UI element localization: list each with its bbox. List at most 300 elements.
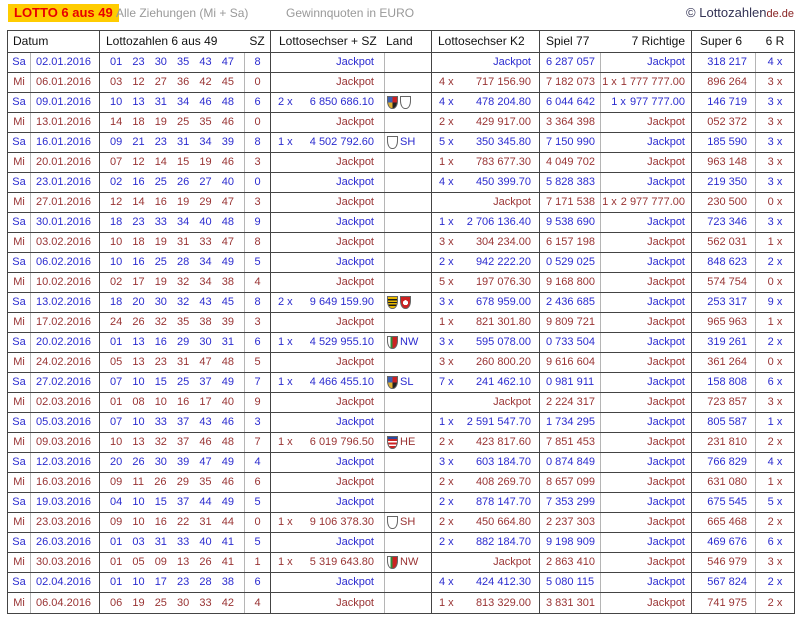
cell-superzahl: 8 [245,53,271,72]
lotto-number: 09 [154,556,167,568]
lotto-number: 01 [110,576,123,588]
cell-day: Sa [8,93,31,112]
cell-7richtige [601,133,692,152]
cell-land [385,253,432,272]
cell-sechser-sz [271,153,385,172]
cell-super6: 675 545 [692,493,756,512]
table-row [8,433,794,453]
cell-7richtige [601,433,692,452]
lotto-number: 32 [154,436,167,448]
cell-6r: 4 x [767,56,783,68]
lotto-number: 26 [132,456,145,468]
table-row [8,213,794,233]
table-row [8,173,794,193]
cell-super6: 574 754 [692,273,756,292]
7richtige-amount: Jackpot [647,136,685,148]
cell-6r: 0 x [767,356,783,368]
lotto-number: 01 [110,536,123,548]
cell-superzahl: 9 [245,213,271,232]
table-row [8,573,794,593]
cell-sechser-sz [271,393,385,412]
cell-super6: 723 857 [692,393,756,412]
win-amount: 9 106 378.30 [309,516,374,528]
table-row [8,273,794,293]
cell-date: 09.01.2016 [31,93,100,112]
cell-superzahl: 6 [245,93,271,112]
win-amount: Jackpot [336,256,374,268]
cell-super6: 896 264 [692,73,756,92]
lotto-number: 23 [154,136,167,148]
k2-count: 1 x [439,316,454,328]
win-amount: 4 529 955.10 [309,336,374,348]
cell-day: Mi [8,193,31,212]
k2-count: 2 x [439,256,454,268]
table-row [8,53,794,73]
cell-land [385,93,432,112]
cell-super6: 665 468 [692,513,756,532]
7richtige-count: 1 x [602,196,617,208]
cell-date: 02.03.2016 [31,393,100,412]
cell-6r: 1 x [767,316,783,328]
cell-k2 [432,133,540,152]
cell-superzahl: 9 [245,393,271,412]
win-amount: 4 502 792.60 [309,136,374,148]
lotto-number: 34 [199,276,212,288]
cell-7richtige [601,473,692,492]
win-count: 1 x [278,516,293,528]
lotto-number: 29 [177,336,190,348]
cell-day: Sa [8,453,31,472]
lotto-number: 31 [177,136,190,148]
k2-amount: 424 412.30 [475,576,531,588]
win-amount: Jackpot [336,156,374,168]
cell-k2 [432,213,540,232]
lotto-number: 48 [221,96,234,108]
cell-land [385,73,432,92]
lotto-logo: LOTTO 6 aus 49 [8,4,119,22]
cell-sechser-sz [271,293,385,312]
cell-7richtige [601,173,692,192]
lotto-number: 47 [199,356,212,368]
cell-6r: 1 x [767,416,783,428]
cell-land [385,113,432,132]
cell-date: 19.03.2016 [31,493,100,512]
cell-date: 20.01.2016 [31,153,100,172]
cell-spiel77: 9 538 690 [540,213,601,232]
lotto-number: 15 [177,156,190,168]
7richtige-amount: Jackpot [647,456,685,468]
cell-6r: 2 x [767,436,783,448]
lotto-number: 36 [177,76,190,88]
cell-spiel77: 6 044 642 [540,93,601,112]
lotto-number: 23 [132,56,145,68]
land-flag-icon-bw [387,296,398,309]
cell-day: Mi [8,513,31,532]
k2-count: 3 x [439,356,454,368]
table-row [8,233,794,253]
lotto-number: 13 [132,336,145,348]
k2-count: 5 x [439,276,454,288]
subtitle-draws: Alle Ziehungen (Mi + Sa) [116,6,249,20]
cell-k2 [432,293,540,312]
cell-7richtige [601,373,692,392]
lotto-number: 34 [199,136,212,148]
lotto-number: 27 [154,76,167,88]
lotto-number: 09 [110,516,123,528]
cell-superzahl: 6 [245,473,271,492]
k2-count: 3 x [439,296,454,308]
cell-k2 [432,413,540,432]
cell-sechser-sz [271,253,385,272]
k2-count: 3 x [439,336,454,348]
lotto-number: 19 [177,196,190,208]
table-row [8,593,794,613]
lotto-number: 40 [221,176,234,188]
cell-day: Sa [8,213,31,232]
cell-day: Mi [8,473,31,492]
cell-6r: 2 x [767,596,783,609]
table-row [8,293,794,313]
lotto-number: 10 [110,96,123,108]
cell-7richtige [601,413,692,432]
cell-superzahl: 0 [245,113,271,132]
lotto-number: 35 [177,56,190,68]
cell-spiel77: 2 224 317 [540,393,601,412]
cell-6r: 3 x [767,396,783,408]
column-header-datum: Datum [8,31,100,52]
cell-super6: 146 719 [692,93,756,112]
column-header-spiel77 [540,31,692,52]
k2-amount: Jackpot [493,56,531,68]
cell-land [385,533,432,552]
k2-amount: 783 677.30 [475,156,531,168]
cell-super6: 469 676 [692,533,756,552]
lotto-number: 26 [154,476,167,488]
cell-super6: 318 217 [692,53,756,72]
cell-land [385,373,432,392]
cell-7richtige [601,233,692,252]
lotto-number: 32 [177,276,190,288]
win-amount: Jackpot [336,116,374,128]
lotto-number: 37 [199,376,212,388]
land-code: NW [400,336,419,348]
cell-k2 [432,393,540,412]
k2-amount: 408 269.70 [475,476,531,488]
lotto-number: 10 [110,236,123,248]
cell-spiel77: 2 436 685 [540,293,601,312]
lotto-number: 26 [199,556,212,568]
cell-spiel77: 7 182 073 [540,73,601,92]
k2-count: 4 x [439,76,454,88]
lotto-number: 28 [177,256,190,268]
cell-6r: 3 x [767,156,783,168]
lotto-number: 10 [154,396,167,408]
cell-date: 06.02.2016 [31,253,100,272]
lotto-number: 33 [199,596,212,609]
k2-amount: 2 706 136.40 [466,216,531,228]
lotto-number: 24 [110,316,123,328]
cell-superzahl: 7 [245,373,271,392]
cell-k2 [432,253,540,272]
copyright-prefix: © Lottozahlen [686,5,767,20]
cell-land [385,433,432,452]
7richtige-amount: 2 977 777.00 [620,196,685,208]
cell-6r: 6 x [767,376,783,388]
lotto-number: 06 [110,596,123,609]
cell-date: 05.03.2016 [31,413,100,432]
cell-k2 [432,533,540,552]
cell-numbers [100,413,245,432]
cell-sechser-sz [271,333,385,352]
lotto-number: 25 [154,596,167,609]
lotto-number: 40 [199,536,212,548]
cell-sechser-sz [271,513,385,532]
cell-sechser-sz [271,433,385,452]
lotto-number: 43 [199,56,212,68]
lotto-number: 44 [199,496,212,508]
cell-7richtige [601,113,692,132]
lotto-number: 34 [199,256,212,268]
cell-spiel77: 9 616 604 [540,353,601,372]
lotto-number: 09 [110,476,123,488]
k2-count: 2 x [439,436,454,448]
7richtige-amount: Jackpot [647,436,685,448]
cell-k2 [432,153,540,172]
win-amount: Jackpot [336,76,374,88]
cell-numbers [100,533,245,552]
lotto-number: 25 [154,256,167,268]
cell-land [385,353,432,372]
lotto-number: 19 [199,156,212,168]
cell-date: 23.03.2016 [31,513,100,532]
copyright-link[interactable] [686,5,794,20]
k2-count: 2 x [439,496,454,508]
column-header-sechser-sz [271,31,432,52]
win-count: 1 x [278,376,293,388]
cell-date: 06.01.2016 [31,73,100,92]
cell-day: Sa [8,173,31,192]
lotto-number: 35 [199,116,212,128]
cell-land [385,553,432,572]
column-header-k2: Lottosechser K2 [432,31,540,52]
7richtige-amount: Jackpot [647,376,685,388]
lotto-number: 01 [110,556,123,568]
cell-superzahl: 4 [245,273,271,292]
cell-6r: 3 x [767,556,783,568]
win-count: 1 x [278,556,293,568]
cell-date: 02.04.2016 [31,573,100,592]
cell-sechser-sz [271,413,385,432]
table-row [8,373,794,393]
land-flag-icon-he [387,436,398,449]
lotto-number: 43 [199,416,212,428]
cell-sechser-sz [271,373,385,392]
cell-numbers [100,73,245,92]
7richtige-count: 1 x [602,76,617,88]
land-flag-icon-sh [387,516,398,529]
cell-date: 02.01.2016 [31,53,100,72]
cell-day: Mi [8,353,31,372]
cell-superzahl: 3 [245,153,271,172]
cell-date: 13.01.2016 [31,113,100,132]
cell-k2 [432,573,540,592]
results-table [7,30,795,614]
cell-superzahl: 8 [245,233,271,252]
lotto-number: 29 [199,196,212,208]
cell-sechser-sz [271,453,385,472]
k2-amount: Jackpot [493,196,531,208]
cell-superzahl: 0 [245,73,271,92]
column-header-lottozahlen-label: Lottozahlen 6 aus 49 [106,34,218,48]
cell-k2 [432,93,540,112]
cell-date: 20.02.2016 [31,333,100,352]
cell-day: Mi [8,73,31,92]
cell-day: Mi [8,553,31,572]
cell-superzahl: 7 [245,433,271,452]
k2-count: 4 x [439,576,454,588]
win-amount: Jackpot [336,216,374,228]
cell-k2 [432,233,540,252]
cell-date: 16.03.2016 [31,473,100,492]
k2-count: 2 x [439,116,454,128]
lotto-number: 07 [110,416,123,428]
lotto-number: 17 [132,276,145,288]
cell-superzahl: 3 [245,313,271,332]
k2-count: 4 x [439,176,454,188]
cell-6r: 2 x [767,516,783,528]
7richtige-amount: Jackpot [647,416,685,428]
lotto-number: 16 [177,396,190,408]
land-code: SH [400,516,416,528]
7richtige-amount: Jackpot [647,276,685,288]
k2-amount: 197 076.30 [475,276,531,288]
win-amount: Jackpot [336,56,374,68]
lotto-number: 47 [221,196,234,208]
k2-count: 2 x [439,536,454,548]
lotto-number: 12 [132,76,145,88]
lotto-number: 13 [132,436,145,448]
lotto-number: 33 [177,536,190,548]
lotto-number: 20 [132,296,145,308]
lotto-number: 48 [221,356,234,368]
cell-day: Sa [8,573,31,592]
table-row [8,73,794,93]
cell-k2 [432,113,540,132]
land-flag-icon-ni [400,296,411,309]
lotto-number: 25 [154,176,167,188]
lotto-number: 44 [221,516,234,528]
cell-sechser-sz [271,313,385,332]
k2-amount: 450 399.70 [475,176,531,188]
lotto-number: 17 [199,396,212,408]
win-amount: Jackpot [336,396,374,408]
7richtige-amount: Jackpot [647,576,685,588]
cell-numbers [100,593,245,613]
cell-numbers [100,313,245,332]
lotto-number: 25 [177,116,190,128]
lotto-number: 41 [221,556,234,568]
cell-superzahl: 4 [245,593,271,613]
cell-date: 30.01.2016 [31,213,100,232]
cell-k2 [432,173,540,192]
lotto-number: 26 [132,316,145,328]
7richtige-amount: Jackpot [647,336,685,348]
lotto-number: 30 [154,456,167,468]
column-header-7richtige: 7 Richtige [631,34,685,48]
cell-date: 23.01.2016 [31,173,100,192]
cell-6r: 3 x [767,216,783,228]
win-count: 1 x [278,336,293,348]
cell-day: Mi [8,593,31,613]
cell-spiel77: 8 657 099 [540,473,601,492]
cell-land [385,313,432,332]
table-row [8,93,794,113]
win-amount: Jackpot [336,496,374,508]
cell-spiel77: 5 080 115 [540,573,601,592]
table-row [8,393,794,413]
land-flag-icon-sh [387,136,398,149]
7richtige-amount: Jackpot [647,316,685,328]
cell-land [385,233,432,252]
table-row [8,353,794,373]
lotto-number: 19 [132,596,145,609]
cell-sechser-sz [271,233,385,252]
k2-amount: Jackpot [493,556,531,568]
7richtige-amount: Jackpot [647,216,685,228]
cell-date: 17.02.2016 [31,313,100,332]
cell-7richtige [601,53,692,72]
k2-amount: 260 800.20 [475,356,531,368]
column-header-6r: 6 R [765,34,785,48]
cell-6r: 6 x [767,536,783,548]
cell-sechser-sz [271,573,385,592]
lotto-number: 49 [221,456,234,468]
k2-count: 1 x [439,156,454,168]
cell-k2 [432,273,540,292]
cell-7richtige [601,393,692,412]
cell-spiel77: 7 150 990 [540,133,601,152]
lotto-number: 45 [221,76,234,88]
table-row [8,473,794,493]
cell-super6: 546 979 [692,553,756,572]
lotto-number: 16 [154,196,167,208]
win-amount: Jackpot [336,196,374,208]
cell-spiel77: 7 171 538 [540,193,601,212]
land-flag-icon-sl [387,96,398,109]
cell-sechser-sz [271,133,385,152]
cell-7richtige [601,193,692,212]
lotto-number: 07 [110,156,123,168]
cell-superzahl: 0 [245,173,271,192]
cell-superzahl: 5 [245,533,271,552]
cell-superzahl: 5 [245,353,271,372]
land-code: HE [400,436,416,448]
cell-spiel77: 1 734 295 [540,413,601,432]
cell-land [385,213,432,232]
win-amount: 6 019 796.50 [309,436,374,448]
column-header-spiel77-label: Spiel 77 [546,34,590,48]
cell-6r: 1 x [767,236,783,248]
cell-7richtige [601,153,692,172]
lotto-number: 29 [176,476,189,488]
cell-6r: 9 x [767,296,783,308]
cell-numbers [100,293,245,312]
lotto-number: 31 [199,516,212,528]
cell-k2 [432,453,540,472]
lotto-number: 46 [199,436,212,448]
cell-k2 [432,553,540,572]
k2-amount: Jackpot [493,396,531,408]
